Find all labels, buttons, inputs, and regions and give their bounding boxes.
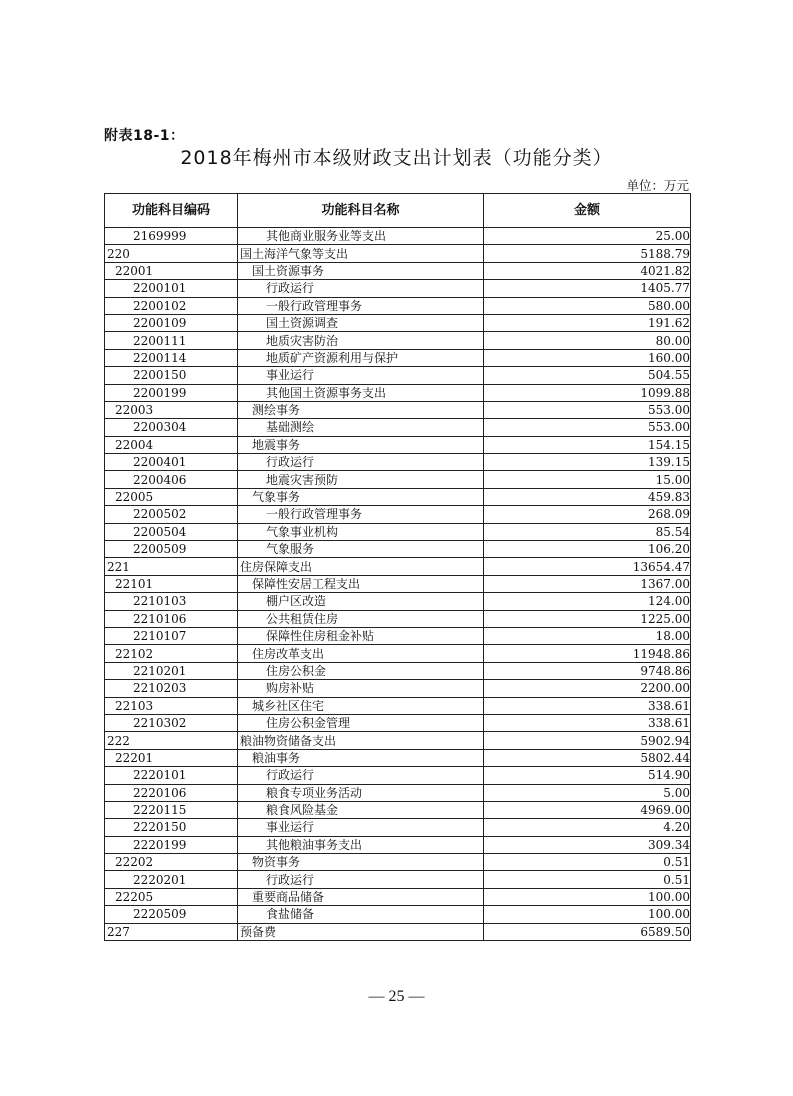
table-row [105, 332, 691, 349]
row-name: 气象服务 [238, 541, 484, 558]
row-code: 2200101 [105, 280, 238, 297]
row-code: 22201 [105, 749, 238, 766]
appendix-label: 附表18-1： [104, 128, 185, 144]
row-name: 住房公积金管理 [238, 714, 484, 731]
row-name: 棚户区改造 [238, 593, 484, 610]
row-amount: 553.00 [484, 401, 691, 418]
table-body [105, 228, 691, 941]
row-name: 国土资源事务 [238, 262, 484, 279]
row-amount: 2200.00 [484, 680, 691, 697]
table-row [105, 593, 691, 610]
row-amount: 1367.00 [484, 575, 691, 592]
table-row [105, 488, 691, 505]
table-row [105, 436, 691, 453]
table-row [105, 454, 691, 471]
row-name: 物资事务 [238, 854, 484, 871]
row-code: 2210107 [105, 627, 238, 644]
table-row [105, 419, 691, 436]
row-name: 国土海洋气象等支出 [238, 245, 484, 262]
row-code: 2220115 [105, 801, 238, 818]
row-name: 购房补贴 [238, 680, 484, 697]
row-name: 粮食风险基金 [238, 801, 484, 818]
page-title: 2018年梅州市本级财政支出计划表（功能分类） [180, 147, 613, 169]
table-row [105, 819, 691, 836]
row-amount: 338.61 [484, 714, 691, 731]
table-row [105, 367, 691, 384]
row-code: 2200109 [105, 314, 238, 331]
row-code: 2220150 [105, 819, 238, 836]
table-row [105, 471, 691, 488]
row-name: 公共租赁住房 [238, 610, 484, 627]
row-code: 2200401 [105, 454, 238, 471]
row-amount: 514.90 [484, 767, 691, 784]
row-amount: 504.55 [484, 367, 691, 384]
table-row [105, 923, 691, 940]
table-row [105, 228, 691, 245]
row-name: 一般行政管理事务 [238, 506, 484, 523]
row-amount: 4.20 [484, 819, 691, 836]
row-name: 气象事业机构 [238, 523, 484, 540]
row-amount: 553.00 [484, 419, 691, 436]
row-code: 2220106 [105, 784, 238, 801]
row-name: 基础测绘 [238, 419, 484, 436]
row-amount: 459.83 [484, 488, 691, 505]
table-row [105, 680, 691, 697]
row-code: 22102 [105, 645, 238, 662]
row-amount: 85.54 [484, 523, 691, 540]
row-name: 食盐储备 [238, 906, 484, 923]
row-code: 22001 [105, 262, 238, 279]
row-code: 222 [105, 732, 238, 749]
table-row [105, 349, 691, 366]
row-code: 2200502 [105, 506, 238, 523]
row-name: 事业运行 [238, 367, 484, 384]
row-code: 2200504 [105, 523, 238, 540]
row-code: 2220509 [105, 906, 238, 923]
table-row [105, 384, 691, 401]
row-amount: 5.00 [484, 784, 691, 801]
table-row [105, 749, 691, 766]
row-code: 22103 [105, 697, 238, 714]
row-name: 地质灾害防治 [238, 332, 484, 349]
row-name: 事业运行 [238, 819, 484, 836]
table-row [105, 401, 691, 418]
row-amount: 139.15 [484, 454, 691, 471]
row-name: 行政运行 [238, 871, 484, 888]
row-name: 预备费 [238, 923, 484, 940]
table-row [105, 662, 691, 679]
table-row [105, 541, 691, 558]
row-amount: 338.61 [484, 697, 691, 714]
row-amount: 154.15 [484, 436, 691, 453]
row-amount: 309.34 [484, 836, 691, 853]
row-code: 2200304 [105, 419, 238, 436]
row-amount: 11948.86 [484, 645, 691, 662]
row-amount: 15.00 [484, 471, 691, 488]
row-code: 22003 [105, 401, 238, 418]
row-amount: 25.00 [484, 228, 691, 245]
row-code: 2220201 [105, 871, 238, 888]
row-code: 2210103 [105, 593, 238, 610]
table-row [105, 714, 691, 731]
row-name: 一般行政管理事务 [238, 297, 484, 314]
row-amount: 100.00 [484, 888, 691, 905]
table-row [105, 297, 691, 314]
table-row [105, 784, 691, 801]
row-code: 2210201 [105, 662, 238, 679]
row-name: 行政运行 [238, 767, 484, 784]
row-code: 22004 [105, 436, 238, 453]
row-amount: 106.20 [484, 541, 691, 558]
row-name: 住房改革支出 [238, 645, 484, 662]
row-amount: 580.00 [484, 297, 691, 314]
row-amount: 6589.50 [484, 923, 691, 940]
row-code: 2210203 [105, 680, 238, 697]
row-code: 2169999 [105, 228, 238, 245]
table-row [105, 697, 691, 714]
row-amount: 9748.86 [484, 662, 691, 679]
table-row [105, 906, 691, 923]
row-amount: 18.00 [484, 627, 691, 644]
row-name: 粮食专项业务活动 [238, 784, 484, 801]
table-row [105, 506, 691, 523]
row-name: 地震事务 [238, 436, 484, 453]
row-code: 22005 [105, 488, 238, 505]
table-row [105, 523, 691, 540]
table-header-row [105, 194, 691, 228]
row-amount: 1405.77 [484, 280, 691, 297]
table-row [105, 854, 691, 871]
row-code: 2200150 [105, 367, 238, 384]
row-name: 行政运行 [238, 454, 484, 471]
row-amount: 5188.79 [484, 245, 691, 262]
row-name: 保障性住房租金补贴 [238, 627, 484, 644]
row-amount: 1099.88 [484, 384, 691, 401]
row-amount: 0.51 [484, 871, 691, 888]
row-code: 2200199 [105, 384, 238, 401]
page-number: — 25 — [368, 988, 425, 1005]
row-amount: 13654.47 [484, 558, 691, 575]
row-name: 地质矿产资源利用与保护 [238, 349, 484, 366]
row-code: 221 [105, 558, 238, 575]
row-name: 其他商业服务业等支出 [238, 228, 484, 245]
row-amount: 268.09 [484, 506, 691, 523]
row-code: 2200114 [105, 349, 238, 366]
unit-label: 单位：万元 [626, 178, 689, 193]
header-amount: 金额 [484, 194, 691, 228]
budget-table [104, 193, 691, 941]
row-amount: 191.62 [484, 314, 691, 331]
row-code: 2220101 [105, 767, 238, 784]
row-name: 粮油事务 [238, 749, 484, 766]
row-code: 2200111 [105, 332, 238, 349]
table-row [105, 627, 691, 644]
table-row [105, 245, 691, 262]
row-amount: 124.00 [484, 593, 691, 610]
table-row [105, 280, 691, 297]
row-name: 住房保障支出 [238, 558, 484, 575]
table-row [105, 732, 691, 749]
row-amount: 80.00 [484, 332, 691, 349]
row-name: 行政运行 [238, 280, 484, 297]
row-code: 227 [105, 923, 238, 940]
table-row [105, 871, 691, 888]
row-code: 2200102 [105, 297, 238, 314]
row-name: 粮油物资储备支出 [238, 732, 484, 749]
table-row [105, 645, 691, 662]
table-row [105, 610, 691, 627]
row-amount: 5802.44 [484, 749, 691, 766]
table-row [105, 558, 691, 575]
header-name: 功能科目名称 [238, 194, 484, 228]
row-name: 气象事务 [238, 488, 484, 505]
row-name: 其他国土资源事务支出 [238, 384, 484, 401]
row-code: 2210302 [105, 714, 238, 731]
table-row [105, 836, 691, 853]
table-row [105, 888, 691, 905]
row-code: 2200509 [105, 541, 238, 558]
table-row [105, 801, 691, 818]
row-amount: 160.00 [484, 349, 691, 366]
row-name: 住房公积金 [238, 662, 484, 679]
table-row [105, 314, 691, 331]
row-name: 重要商品储备 [238, 888, 484, 905]
row-amount: 4021.82 [484, 262, 691, 279]
row-code: 22202 [105, 854, 238, 871]
row-code: 2210106 [105, 610, 238, 627]
header-code: 功能科目编码 [105, 194, 238, 228]
row-code: 220 [105, 245, 238, 262]
row-code: 2220199 [105, 836, 238, 853]
table-row [105, 575, 691, 592]
row-name: 地震灾害预防 [238, 471, 484, 488]
row-name: 测绘事务 [238, 401, 484, 418]
row-name: 国土资源调查 [238, 314, 484, 331]
row-code: 22101 [105, 575, 238, 592]
row-name: 保障性安居工程支出 [238, 575, 484, 592]
row-code: 2200406 [105, 471, 238, 488]
table-row [105, 767, 691, 784]
row-amount: 0.51 [484, 854, 691, 871]
row-amount: 1225.00 [484, 610, 691, 627]
row-name: 城乡社区住宅 [238, 697, 484, 714]
table-row [105, 262, 691, 279]
row-amount: 100.00 [484, 906, 691, 923]
row-name: 其他粮油事务支出 [238, 836, 484, 853]
row-code: 22205 [105, 888, 238, 905]
row-amount: 4969.00 [484, 801, 691, 818]
row-amount: 5902.94 [484, 732, 691, 749]
